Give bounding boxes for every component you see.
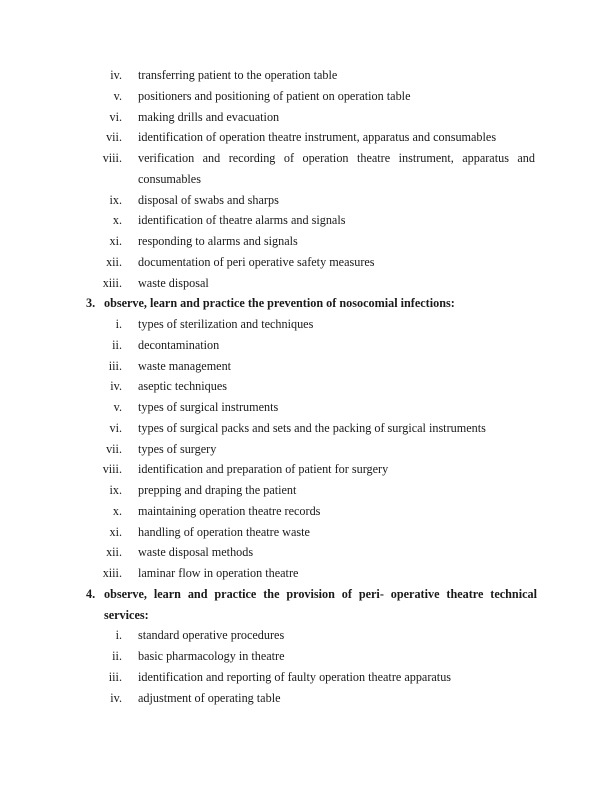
- section-number: 4.: [86, 586, 96, 601]
- list-item: [0, 335, 612, 356]
- item-text: waste disposal: [138, 275, 209, 290]
- item-number: viii.: [102, 462, 122, 477]
- item-text: types of surgical instruments: [138, 400, 279, 414]
- item-number: viii.: [102, 151, 122, 165]
- section-heading: [0, 584, 612, 605]
- document-page: [0, 65, 612, 708]
- item-text: identification of operation theatre instrument, apparatus and consumables: [138, 130, 497, 145]
- section-heading-continuation: [0, 605, 612, 626]
- list-item: [0, 522, 612, 543]
- list-item: [0, 376, 612, 397]
- list-item: [0, 107, 612, 128]
- item-text: identification of theatre alarms and signals: [138, 213, 346, 228]
- list-item: [0, 148, 612, 169]
- list-item: [0, 501, 612, 522]
- item-number: xiii.: [102, 275, 122, 290]
- item-number: iii.: [108, 669, 122, 684]
- section-heading-text-continued: services:: [104, 607, 149, 622]
- item-number: ii.: [112, 337, 122, 352]
- item-text: basic pharmacology in theatre: [138, 649, 285, 663]
- item-text: maintaining operation theatre records: [138, 503, 321, 518]
- item-text: disposal of swabs and sharps: [138, 192, 279, 207]
- item-text: types of surgical packs and sets and the packing of surgical instruments: [138, 420, 486, 435]
- item-text-continued: consumables: [138, 171, 201, 186]
- list-item: [0, 418, 612, 439]
- item-text: waste management: [138, 358, 232, 373]
- item-number: iv.: [110, 68, 122, 82]
- item-number: iv.: [110, 690, 122, 705]
- item-number: xii.: [106, 254, 122, 269]
- section-number: 3.: [86, 296, 96, 311]
- item-number: xi.: [109, 234, 122, 248]
- list-item: [0, 127, 612, 148]
- item-number: xi.: [109, 524, 122, 539]
- item-number: v.: [113, 88, 122, 103]
- list-item-continuation: [0, 169, 612, 190]
- item-text: making drills and evacuation: [138, 109, 280, 124]
- item-number: vi.: [109, 420, 122, 435]
- item-number: ii.: [112, 649, 122, 663]
- list-item: [0, 563, 612, 584]
- item-number: i.: [115, 628, 122, 643]
- item-text: transferring patient to the operation table: [138, 68, 338, 82]
- item-text: identification and preparation of patient for surgery: [138, 462, 389, 477]
- item-text: types of surgery: [138, 441, 217, 456]
- list-item: [0, 273, 612, 294]
- item-number: vii.: [106, 130, 122, 145]
- item-number: v.: [113, 400, 122, 414]
- item-number: iii.: [108, 358, 122, 373]
- item-text: verification and recording of operation theatre instrument, apparatus and: [138, 151, 535, 165]
- item-number: ix.: [109, 483, 122, 497]
- item-text: positioners and positioning of patient on operation table: [138, 88, 411, 103]
- item-number: i.: [115, 317, 122, 331]
- section-heading: [0, 293, 612, 314]
- item-text: standard operative procedures: [138, 628, 285, 643]
- item-number: vii.: [106, 441, 122, 456]
- list-item: [0, 86, 612, 107]
- list-item: [0, 231, 612, 252]
- item-text: laminar flow in operation theatre: [138, 566, 299, 580]
- list-item: [0, 625, 612, 646]
- item-number: xii.: [106, 545, 122, 560]
- list-item: [0, 542, 612, 563]
- item-text: documentation of peri operative safety measures: [138, 254, 375, 269]
- list-item: [0, 459, 612, 480]
- item-number: ix.: [109, 192, 122, 207]
- item-text: responding to alarms and signals: [138, 234, 298, 248]
- list-item: [0, 439, 612, 460]
- item-text: aseptic techniques: [138, 379, 228, 394]
- list-item: [0, 480, 612, 501]
- item-text: adjustment of operating table: [138, 690, 281, 705]
- section-heading-text: observe, learn and practice the prevention of nosocomial infections:: [104, 296, 455, 311]
- item-text: prepping and draping the patient: [138, 483, 297, 497]
- list-item: [0, 356, 612, 377]
- item-text: waste disposal methods: [138, 545, 254, 560]
- item-number: vi.: [109, 109, 122, 124]
- item-number: x.: [112, 213, 122, 228]
- list-item: [0, 210, 612, 231]
- item-text: decontamination: [138, 337, 220, 352]
- list-item: [0, 65, 612, 86]
- item-text: types of sterilization and techniques: [138, 317, 314, 331]
- item-text: handling of operation theatre waste: [138, 524, 310, 539]
- item-number: x.: [112, 503, 122, 518]
- list-item: [0, 190, 612, 211]
- item-number: xiii.: [102, 566, 122, 580]
- list-item: [0, 667, 612, 688]
- list-item: [0, 688, 612, 709]
- list-item: [0, 397, 612, 418]
- list-item: [0, 314, 612, 335]
- item-number: iv.: [110, 379, 122, 394]
- list-item: [0, 252, 612, 273]
- list-item: [0, 646, 612, 667]
- item-text: identification and reporting of faulty operation theatre apparatus: [138, 669, 452, 684]
- section-heading-text: observe, learn and practice the provision of peri- operative theatre technical: [104, 586, 537, 601]
